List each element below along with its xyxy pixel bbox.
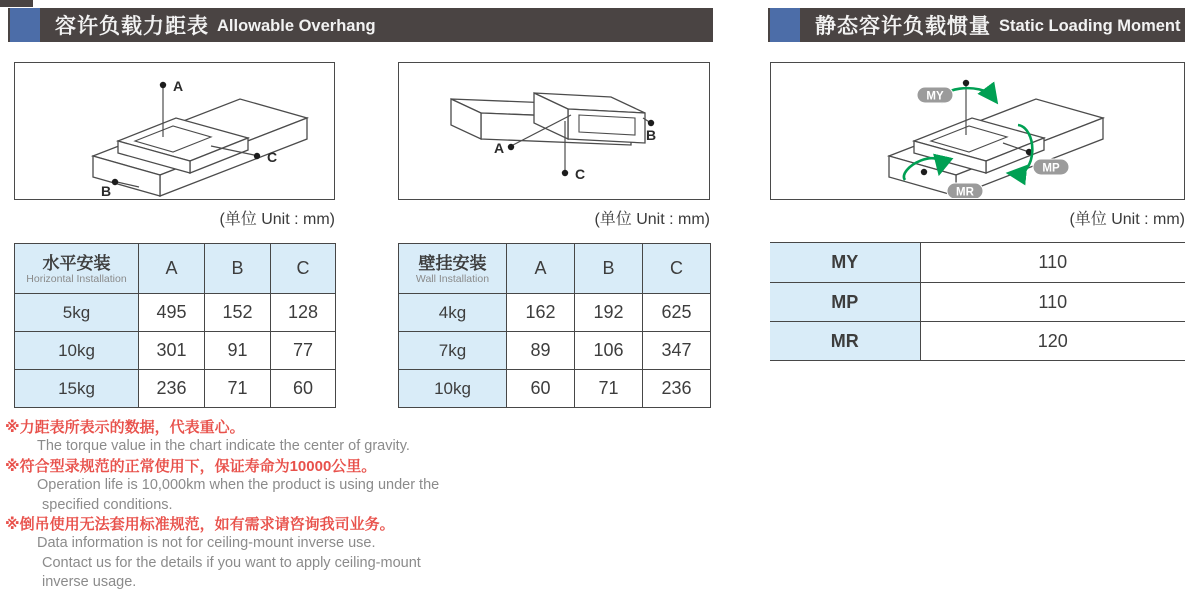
unit-label: (单位 Unit : mm) bbox=[594, 211, 710, 228]
column-header-b: B bbox=[575, 244, 643, 294]
my-axis-marker bbox=[963, 80, 969, 86]
table-title-cell bbox=[399, 244, 507, 294]
row-label: 10kg bbox=[399, 370, 507, 408]
table-row bbox=[770, 322, 1185, 361]
my-badge-label: MY bbox=[926, 90, 944, 103]
cell-a: 162 bbox=[507, 294, 575, 332]
unit-label: (单位 Unit : mm) bbox=[1069, 211, 1185, 228]
table-title-zh: 壁挂安装 bbox=[418, 254, 487, 273]
point-b-marker bbox=[112, 179, 118, 185]
static-loading-moment-table bbox=[770, 242, 1185, 361]
cell-b: 106 bbox=[575, 332, 643, 370]
column-header-a: A bbox=[139, 244, 205, 294]
footnote-en: Operation life is 10,000km when the product is using under the bbox=[37, 477, 440, 494]
row-label: 4kg bbox=[399, 294, 507, 332]
table-title-en: Horizontal Installation bbox=[26, 273, 127, 285]
table-row bbox=[15, 332, 336, 370]
moment-label: MR bbox=[770, 322, 920, 361]
column-header-c: C bbox=[643, 244, 711, 294]
column-header-c: C bbox=[271, 244, 336, 294]
point-c-label: C bbox=[575, 166, 586, 182]
cell-b: 71 bbox=[205, 370, 271, 408]
wall-installation-diagram bbox=[398, 62, 710, 200]
cell-a: 60 bbox=[507, 370, 575, 408]
unit-label: (单位 Unit : mm) bbox=[219, 211, 335, 228]
row-label: 15kg bbox=[15, 370, 139, 408]
table-title-zh: 水平安装 bbox=[42, 254, 111, 273]
footnotes bbox=[5, 418, 483, 593]
header-accent-square bbox=[10, 8, 40, 42]
cell-a: 236 bbox=[139, 370, 205, 408]
footnote-en: Contact us for the details if you want to apply ceiling-mount bbox=[42, 554, 421, 571]
footnote-zh: ※符合型录规范的正常使用下，保证寿命为10000公里。 bbox=[5, 457, 377, 475]
table-header-row bbox=[15, 244, 336, 294]
moment-value: 110 bbox=[920, 243, 1185, 283]
wall-installation-table bbox=[398, 243, 711, 408]
static-loading-moment-diagram bbox=[770, 62, 1185, 200]
table-title-cell bbox=[15, 244, 139, 294]
table-row bbox=[399, 370, 711, 408]
cell-c: 60 bbox=[271, 370, 336, 408]
section-title-en: Static Loading Moment bbox=[999, 17, 1181, 35]
horizontal-installation-table bbox=[14, 243, 336, 408]
section-title-zh: 容许负载力距表 bbox=[55, 15, 209, 38]
cell-b: 71 bbox=[575, 370, 643, 408]
table-row bbox=[770, 283, 1185, 322]
section-title-zh: 静态容许负载惯量 bbox=[815, 15, 991, 38]
cell-b: 152 bbox=[205, 294, 271, 332]
point-c-label: C bbox=[267, 149, 278, 165]
footnote-en: inverse usage. bbox=[42, 574, 137, 591]
header-accent-square bbox=[770, 8, 800, 42]
footnote-en: The torque value in the chart indicate the center of gravity. bbox=[37, 438, 410, 455]
mr-axis-marker bbox=[921, 169, 927, 175]
cell-c: 236 bbox=[643, 370, 711, 408]
cell-b: 192 bbox=[575, 294, 643, 332]
rail-isometric-drawing bbox=[15, 63, 333, 198]
footnote-en: Data information is not for ceiling-mount inverse use. bbox=[37, 535, 376, 552]
section-header-allowable-overhang bbox=[8, 8, 713, 42]
footnote-zh: ※力距表所表示的数据，代表重心。 bbox=[5, 419, 245, 436]
table-row bbox=[15, 294, 336, 332]
table-row bbox=[15, 370, 336, 408]
cell-c: 347 bbox=[643, 332, 711, 370]
cell-c: 128 bbox=[271, 294, 336, 332]
table-row bbox=[399, 294, 711, 332]
moment-value: 120 bbox=[920, 322, 1185, 361]
point-c-marker bbox=[254, 153, 260, 159]
point-a-label: A bbox=[494, 140, 505, 156]
table-row bbox=[770, 243, 1185, 283]
column-header-a: A bbox=[507, 244, 575, 294]
table-title-en: Wall Installation bbox=[415, 273, 490, 285]
cell-b: 91 bbox=[205, 332, 271, 370]
section-header-static-loading-moment bbox=[768, 8, 1185, 42]
cell-a: 495 bbox=[139, 294, 205, 332]
moment-isometric-drawing bbox=[771, 63, 1183, 198]
page-edge-tab bbox=[0, 0, 33, 7]
table-row bbox=[399, 332, 711, 370]
row-label: 7kg bbox=[399, 332, 507, 370]
section-title-en: Allowable Overhang bbox=[217, 17, 376, 35]
rail-isometric-drawing bbox=[399, 63, 708, 198]
footnote-en: specified conditions. bbox=[42, 496, 173, 513]
table-header-row bbox=[399, 244, 711, 294]
point-a-marker bbox=[160, 82, 166, 88]
column-header-b: B bbox=[205, 244, 271, 294]
cell-a: 89 bbox=[507, 332, 575, 370]
mp-badge-label: MP bbox=[1042, 162, 1060, 175]
row-label: 5kg bbox=[15, 294, 139, 332]
moment-value: 110 bbox=[920, 283, 1185, 322]
point-b-label: B bbox=[101, 183, 112, 198]
footnote-zh: ※倒吊使用无法套用标准规范，如有需求请咨询我司业务。 bbox=[5, 516, 395, 534]
row-label: 10kg bbox=[15, 332, 139, 370]
cell-c: 77 bbox=[271, 332, 336, 370]
cell-c: 625 bbox=[643, 294, 711, 332]
point-b-marker bbox=[648, 120, 654, 126]
cell-a: 301 bbox=[139, 332, 205, 370]
point-b-label: B bbox=[646, 127, 657, 143]
point-c-marker bbox=[562, 170, 568, 176]
point-a-label: A bbox=[173, 78, 184, 94]
mr-badge-label: MR bbox=[956, 186, 974, 198]
point-a-marker bbox=[508, 144, 514, 150]
moment-label: MY bbox=[770, 243, 920, 283]
horizontal-installation-diagram bbox=[14, 62, 335, 200]
moment-label: MP bbox=[770, 283, 920, 322]
